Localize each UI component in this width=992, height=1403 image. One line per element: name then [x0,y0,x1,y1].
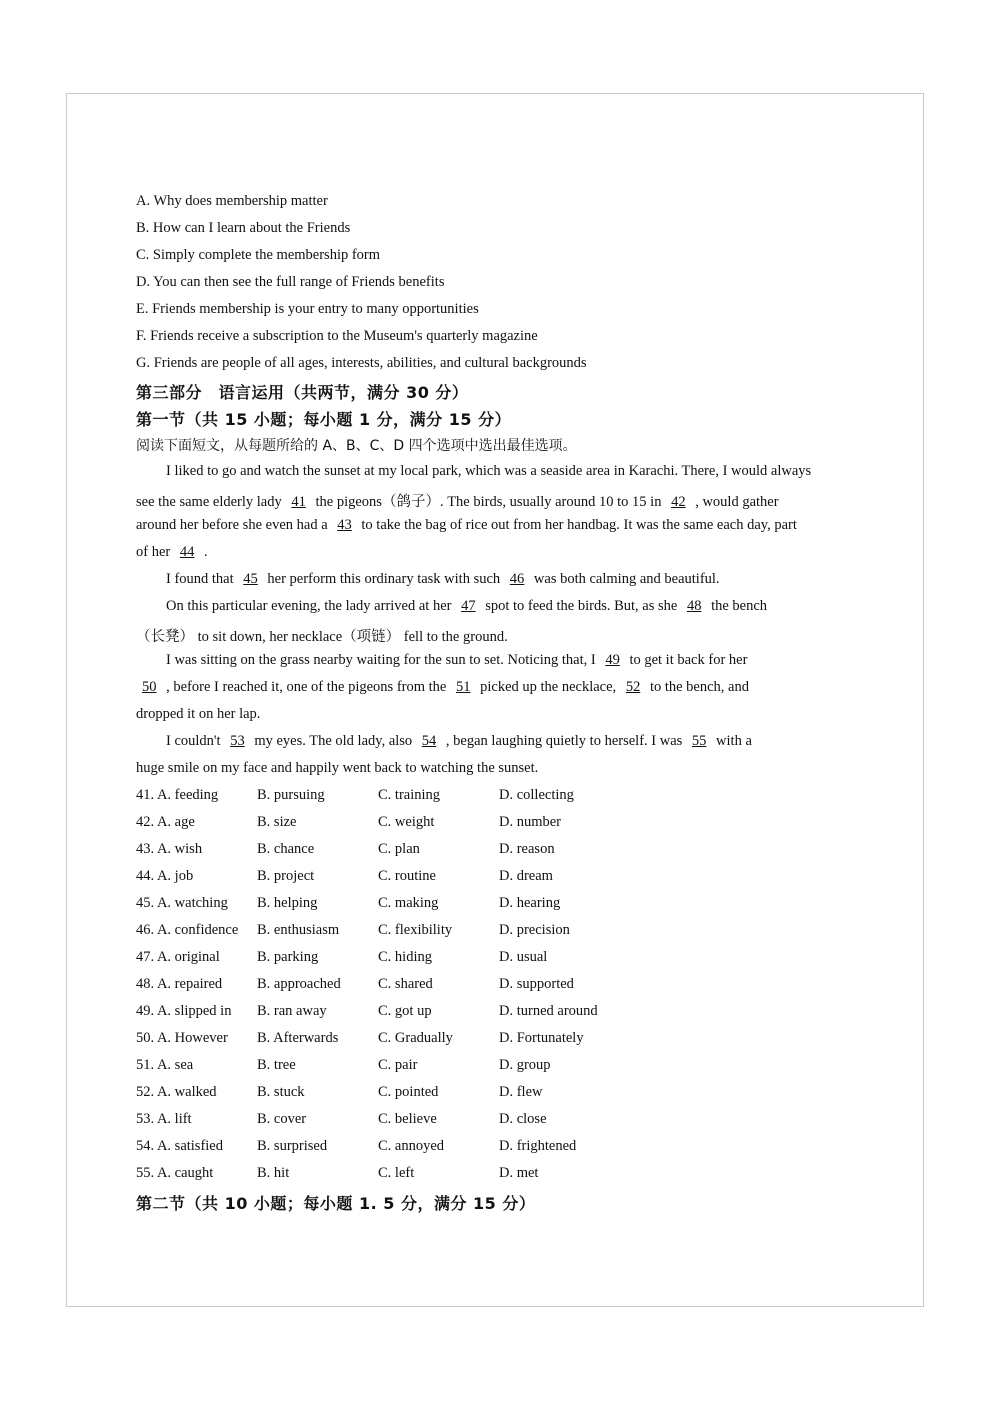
question-number-option-a: 48. A. repaired [136,976,223,992]
passage-line [136,490,779,511]
passage-line [166,463,811,480]
question-number-option-a: 54. A. satisfied [136,1138,223,1154]
option-c: C. got up [378,1003,432,1019]
option-d: D. close [499,1111,547,1127]
passage-text: the pigeons（鸽子）. The birds, usually around 10 to 15 in [315,494,662,510]
passage-line [166,598,767,615]
blank-43: 43 [337,517,352,533]
passage-text: see the same elderly lady [136,494,282,510]
passage-text: , before I reached it, one of the pigeons from the [166,679,447,695]
option-b: B. project [257,868,315,884]
blank-41: 41 [291,494,306,510]
question-number-option-a: 45. A. watching [136,895,228,911]
part3-heading: 第三部分 语言运用（共两节，满分 30 分） [136,383,469,402]
option-b: B. ran away [257,1003,327,1019]
option-b: B. approached [257,976,341,992]
option-c: C. believe [378,1111,437,1127]
passage-text: I was sitting on the grass nearby waiting for the sun to set. Noticing that, I [166,652,596,668]
option-c: C. plan [378,841,420,857]
option-c: C. pointed [378,1084,439,1100]
passage-text: , would gather [695,494,779,510]
option-b: B. cover [257,1111,307,1127]
option-c: C. Gradually [378,1030,453,1046]
option-c: C. Simply complete the membership form [136,247,381,263]
option-c: C. making [378,895,439,911]
question-number-option-a: 53. A. lift [136,1111,192,1127]
passage-line [166,733,752,750]
option-c: C. routine [378,868,436,884]
passage-text: around her before she even had a [136,517,328,533]
blank-42: 42 [671,494,686,510]
passage-text: I liked to go and watch the sunset at my local park, which was a seaside area in Karachi. There, I would always [166,463,812,479]
option-b: B. stuck [257,1084,305,1100]
option-b: B. surprised [257,1138,328,1154]
passage-text: I found that [166,571,234,587]
section2-heading: 第二节（共 10 小题；每小题 1. 5 分，满分 15 分） [136,1194,536,1213]
option-a: A. Why does membership matter [136,193,328,209]
passage-text: with a [716,733,752,749]
question-number-option-a: 46. A. confidence [136,922,239,938]
passage-line [136,706,260,723]
option-b: B. Afterwards [257,1030,339,1046]
option-f: F. Friends receive a subscription to the Museum's quarterly magazine [136,328,538,344]
passage-text: huge smile on my face and happily went back to watching the sunset. [136,760,539,776]
option-b: B. hit [257,1165,290,1181]
blank-55: 55 [691,733,707,749]
question-number-option-a: 55. A. caught [136,1165,214,1181]
option-d: D. precision [499,922,570,938]
option-d: D. turned around [499,1003,598,1019]
passage-text: the bench [711,598,768,614]
option-d: D. usual [499,949,548,965]
passage-text: of her [136,544,171,560]
option-g: G. Friends are people of all ages, interests, abilities, and cultural backgrounds [136,355,587,371]
passage-text: was both calming and beautiful. [533,571,720,587]
blank-46: 46 [509,571,525,587]
question-number-option-a: 44. A. job [136,868,194,884]
option-d: D. hearing [499,895,561,911]
option-b: B. parking [257,949,319,965]
option-c: C. weight [378,814,435,830]
option-b: B. helping [257,895,318,911]
blank-54: 54 [421,733,437,749]
blank-50: 50 [142,679,157,695]
option-d: D. supported [499,976,574,992]
section1-heading: 第一节（共 15 小题；每小题 1 分，满分 15 分） [136,410,512,429]
option-d: D. You can then see the full range of Friends benefits [136,274,445,290]
option-e: E. Friends membership is your entry to many opportunities [136,301,479,317]
option-d: D. group [499,1057,551,1073]
passage-text: I couldn't [166,733,221,749]
blank-47: 47 [461,598,476,614]
blank-51: 51 [455,679,471,695]
question-number-option-a: 49. A. slipped in [136,1003,232,1019]
passage-line [136,544,208,561]
passage-text: my eyes. The old lady, also [254,733,413,749]
passage-text: , began laughing quietly to herself. I was [445,733,683,749]
option-d: D. frightened [499,1138,577,1154]
passage-line [136,625,508,646]
question-number-option-a: 52. A. walked [136,1084,217,1100]
passage-text: dropped it on her lap. [136,706,261,722]
passage-text: spot to feed the birds. But, as she [485,598,678,614]
blank-49: 49 [605,652,620,668]
passage-text: to the bench, and [649,679,749,695]
option-c: C. shared [378,976,433,992]
blank-48: 48 [686,598,702,614]
passage-line [166,652,747,669]
question-number-option-a: 47. A. original [136,949,220,965]
option-c: C. flexibility [378,922,453,938]
option-b: B. enthusiasm [257,922,340,938]
blank-44: 44 [179,544,195,560]
option-d: D. collecting [499,787,574,803]
option-d: D. number [499,814,562,830]
option-c: C. left [378,1165,415,1181]
option-d: D. reason [499,841,555,857]
option-c: C. pair [378,1057,418,1073]
passage-text: （长凳） to sit down, her necklace（项链） fell to the ground. [136,629,508,645]
blank-45: 45 [243,571,258,587]
question-number-option-a: 51. A. sea [136,1057,194,1073]
option-d: D. met [499,1165,539,1181]
option-b: B. size [257,814,297,830]
passage-text: her perform this ordinary task with such [267,571,501,587]
passage-text: picked up the necklace, [480,679,617,695]
option-b: B. How can I learn about the Friends [136,220,351,236]
blank-52: 52 [625,679,641,695]
option-d: D. Fortunately [499,1030,584,1046]
option-d: D. dream [499,868,553,884]
passage-line [166,571,720,588]
passage-text: . [203,544,208,560]
passage-line [136,517,797,534]
option-c: C. training [378,787,441,803]
option-c: C. hiding [378,949,432,965]
blank-53: 53 [230,733,245,749]
passage-text: to get it back for her [629,652,748,668]
option-b: B. tree [257,1057,296,1073]
option-d: D. flew [499,1084,543,1100]
option-b: B. pursuing [257,787,325,803]
passage-text: to take the bag of rice out from her handbag. It was the same each day, part [361,517,797,533]
instruction: 阅读下面短文，从每题所给的 A、B、C、D 四个选项中选出最佳选项。 [136,438,577,454]
passage-line [136,760,538,777]
question-number-option-a: 42. A. age [136,814,195,830]
question-number-option-a: 41. A. feeding [136,787,219,803]
question-number-option-a: 43. A. wish [136,841,203,857]
passage-text: On this particular evening, the lady arrived at her [166,598,452,614]
option-b: B. chance [257,841,315,857]
passage-line [136,679,749,696]
option-c: C. annoyed [378,1138,445,1154]
question-number-option-a: 50. A. However [136,1030,228,1046]
